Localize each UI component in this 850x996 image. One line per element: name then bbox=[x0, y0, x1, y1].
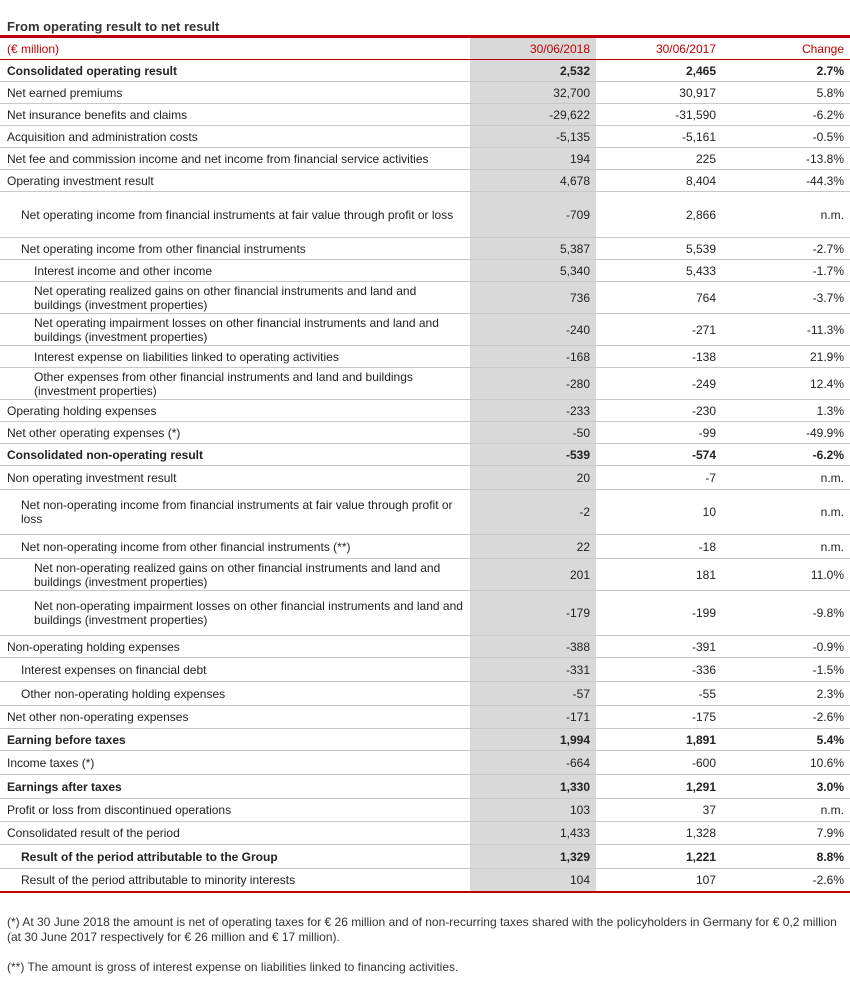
row-label: Other expenses from other financial instruments and land and buildings (investment properties) bbox=[0, 368, 470, 400]
value-2018: 20 bbox=[470, 466, 596, 490]
value-2017: -175 bbox=[596, 706, 722, 729]
table-row bbox=[0, 636, 850, 658]
table-row bbox=[0, 799, 850, 822]
table-row bbox=[0, 400, 850, 422]
value-change: 12.4% bbox=[722, 368, 850, 400]
value-2017: -7 bbox=[596, 466, 722, 490]
table-row bbox=[0, 845, 850, 869]
value-2017: 107 bbox=[596, 869, 722, 893]
value-change: 5.4% bbox=[722, 729, 850, 751]
value-2017: -99 bbox=[596, 422, 722, 444]
row-label: Net other non-operating expenses bbox=[0, 706, 470, 729]
table-row bbox=[0, 192, 850, 238]
value-2017: 8,404 bbox=[596, 170, 722, 192]
footnote-operating-taxes: (*) At 30 June 2018 the amount is net of operating taxes for € 26 million and of non-recurring taxes shared with the policyholders in Germany for € 0,2 million (at 30 June 2017 respectively for € 26 million and € 17 million). bbox=[7, 915, 837, 944]
value-2018: -50 bbox=[470, 422, 596, 444]
table-row bbox=[0, 282, 850, 314]
table-row bbox=[0, 822, 850, 845]
value-2018: 5,340 bbox=[470, 260, 596, 282]
table-row bbox=[0, 126, 850, 148]
table-header-row bbox=[0, 38, 850, 60]
value-2018: -179 bbox=[470, 591, 596, 636]
value-change: n.m. bbox=[722, 535, 850, 559]
value-2018: 201 bbox=[470, 559, 596, 591]
value-2018: 5,387 bbox=[470, 238, 596, 260]
value-2017: 1,891 bbox=[596, 729, 722, 751]
row-label: Net insurance benefits and claims bbox=[0, 104, 470, 126]
value-2018: 1,433 bbox=[470, 822, 596, 845]
row-label: Acquisition and administration costs bbox=[0, 126, 470, 148]
value-2017: 1,221 bbox=[596, 845, 722, 869]
value-2018: 4,678 bbox=[470, 170, 596, 192]
row-label: Non-operating holding expenses bbox=[0, 636, 470, 658]
value-change: 3.0% bbox=[722, 775, 850, 799]
unit-label: (€ million) bbox=[0, 38, 470, 60]
value-2018: -168 bbox=[470, 346, 596, 368]
value-change: 1.3% bbox=[722, 400, 850, 422]
row-label: Earnings after taxes bbox=[0, 775, 470, 799]
value-2017: 764 bbox=[596, 282, 722, 314]
table-row bbox=[0, 751, 850, 775]
table-row bbox=[0, 148, 850, 170]
value-change: 7.9% bbox=[722, 822, 850, 845]
row-label: Net fee and commission income and net income from financial service activities bbox=[0, 148, 470, 170]
value-2018: -171 bbox=[470, 706, 596, 729]
row-label: Net operating impairment losses on other financial instruments and land and buildings (investment properties) bbox=[0, 314, 470, 346]
table-row bbox=[0, 490, 850, 535]
row-label: Consolidated non-operating result bbox=[0, 444, 470, 466]
table-row bbox=[0, 658, 850, 682]
value-2018: 1,329 bbox=[470, 845, 596, 869]
value-change: 2.7% bbox=[722, 60, 850, 82]
row-label: Net non-operating income from financial instruments at fair value through profit or loss bbox=[0, 490, 470, 535]
value-change: -2.7% bbox=[722, 238, 850, 260]
table-row bbox=[0, 238, 850, 260]
table-row bbox=[0, 559, 850, 591]
row-label: Interest income and other income bbox=[0, 260, 470, 282]
value-change: -2.6% bbox=[722, 706, 850, 729]
footnote-interest-expense: (**) The amount is gross of interest expense on liabilities linked to financing activities. bbox=[7, 960, 459, 974]
row-label: Operating investment result bbox=[0, 170, 470, 192]
value-2017: -199 bbox=[596, 591, 722, 636]
results-table bbox=[0, 38, 850, 893]
value-2018: 103 bbox=[470, 799, 596, 822]
value-2018: -5,135 bbox=[470, 126, 596, 148]
value-2017: 1,291 bbox=[596, 775, 722, 799]
value-2018: -2 bbox=[470, 490, 596, 535]
value-2017: 1,328 bbox=[596, 822, 722, 845]
value-change: -44.3% bbox=[722, 170, 850, 192]
table-row bbox=[0, 314, 850, 346]
row-label: Net operating income from other financial instruments bbox=[0, 238, 470, 260]
value-2018: -280 bbox=[470, 368, 596, 400]
table-row bbox=[0, 60, 850, 82]
value-2018: 1,330 bbox=[470, 775, 596, 799]
row-label: Net non-operating realized gains on other financial instruments and land and buildings (investment properties) bbox=[0, 559, 470, 591]
table-row bbox=[0, 346, 850, 368]
value-change: -2.6% bbox=[722, 869, 850, 893]
value-2017: -271 bbox=[596, 314, 722, 346]
value-change: n.m. bbox=[722, 490, 850, 535]
value-change: 11.0% bbox=[722, 559, 850, 591]
value-2017: 5,539 bbox=[596, 238, 722, 260]
value-change: 10.6% bbox=[722, 751, 850, 775]
value-2017: 10 bbox=[596, 490, 722, 535]
value-2018: -539 bbox=[470, 444, 596, 466]
row-label: Earning before taxes bbox=[0, 729, 470, 751]
row-label: Other non-operating holding expenses bbox=[0, 682, 470, 706]
value-2017: -391 bbox=[596, 636, 722, 658]
row-label: Net non-operating impairment losses on other financial instruments and land and buildings (investment properties) bbox=[0, 591, 470, 636]
row-label: Interest expense on liabilities linked to operating activities bbox=[0, 346, 470, 368]
table-row bbox=[0, 82, 850, 104]
table-row bbox=[0, 260, 850, 282]
value-change: -1.5% bbox=[722, 658, 850, 682]
value-2017: -249 bbox=[596, 368, 722, 400]
value-2017: -55 bbox=[596, 682, 722, 706]
table-row bbox=[0, 775, 850, 799]
value-change: -49.9% bbox=[722, 422, 850, 444]
value-change: -9.8% bbox=[722, 591, 850, 636]
row-label: Net non-operating income from other financial instruments (**) bbox=[0, 535, 470, 559]
value-2017: -230 bbox=[596, 400, 722, 422]
value-2018: -29,622 bbox=[470, 104, 596, 126]
table-row bbox=[0, 444, 850, 466]
row-label: Interest expenses on financial debt bbox=[0, 658, 470, 682]
row-label: Non operating investment result bbox=[0, 466, 470, 490]
row-label: Profit or loss from discontinued operations bbox=[0, 799, 470, 822]
value-change: 2.3% bbox=[722, 682, 850, 706]
value-change: -3.7% bbox=[722, 282, 850, 314]
value-2017: 225 bbox=[596, 148, 722, 170]
value-2017: 37 bbox=[596, 799, 722, 822]
value-2018: 22 bbox=[470, 535, 596, 559]
row-label: Result of the period attributable to minority interests bbox=[0, 869, 470, 893]
value-2018: -388 bbox=[470, 636, 596, 658]
value-2018: 32,700 bbox=[470, 82, 596, 104]
row-label: Operating holding expenses bbox=[0, 400, 470, 422]
table-row bbox=[0, 170, 850, 192]
value-2017: 181 bbox=[596, 559, 722, 591]
table-title: From operating result to net result bbox=[7, 19, 220, 34]
value-change: n.m. bbox=[722, 466, 850, 490]
row-label: Consolidated operating result bbox=[0, 60, 470, 82]
value-2018: -709 bbox=[470, 192, 596, 238]
value-change: 5.8% bbox=[722, 82, 850, 104]
value-2017: -336 bbox=[596, 658, 722, 682]
value-change: -0.9% bbox=[722, 636, 850, 658]
row-label: Net operating realized gains on other financial instruments and land and buildings (investment properties) bbox=[0, 282, 470, 314]
value-2017: -574 bbox=[596, 444, 722, 466]
column-header-2017: 30/06/2017 bbox=[596, 38, 722, 60]
value-2017: 2,465 bbox=[596, 60, 722, 82]
table-row bbox=[0, 729, 850, 751]
value-2018: -240 bbox=[470, 314, 596, 346]
value-2018: 736 bbox=[470, 282, 596, 314]
row-label: Net earned premiums bbox=[0, 82, 470, 104]
value-change: -0.5% bbox=[722, 126, 850, 148]
value-2018: 104 bbox=[470, 869, 596, 893]
value-2017: 5,433 bbox=[596, 260, 722, 282]
value-2017: -138 bbox=[596, 346, 722, 368]
value-change: n.m. bbox=[722, 192, 850, 238]
row-label: Result of the period attributable to the Group bbox=[0, 845, 470, 869]
value-2017: -5,161 bbox=[596, 126, 722, 148]
value-change: n.m. bbox=[722, 799, 850, 822]
value-2017: -31,590 bbox=[596, 104, 722, 126]
value-2017: 2,866 bbox=[596, 192, 722, 238]
value-2018: 194 bbox=[470, 148, 596, 170]
column-header-change: Change bbox=[722, 38, 850, 60]
row-label: Net operating income from financial instruments at fair value through profit or loss bbox=[0, 192, 470, 238]
row-label: Income taxes (*) bbox=[0, 751, 470, 775]
value-2017: 30,917 bbox=[596, 82, 722, 104]
value-2018: -233 bbox=[470, 400, 596, 422]
value-2018: -57 bbox=[470, 682, 596, 706]
table-row bbox=[0, 869, 850, 893]
table-row bbox=[0, 591, 850, 636]
value-change: -1.7% bbox=[722, 260, 850, 282]
value-change: -11.3% bbox=[722, 314, 850, 346]
column-header-2018: 30/06/2018 bbox=[470, 38, 596, 60]
value-2017: -18 bbox=[596, 535, 722, 559]
table-row bbox=[0, 706, 850, 729]
table-row bbox=[0, 104, 850, 126]
value-change: -6.2% bbox=[722, 444, 850, 466]
value-change: -6.2% bbox=[722, 104, 850, 126]
value-change: 8.8% bbox=[722, 845, 850, 869]
value-change: 21.9% bbox=[722, 346, 850, 368]
row-label: Net other operating expenses (*) bbox=[0, 422, 470, 444]
value-2018: 2,532 bbox=[470, 60, 596, 82]
table-row bbox=[0, 682, 850, 706]
table-row bbox=[0, 535, 850, 559]
value-2017: -600 bbox=[596, 751, 722, 775]
table-row bbox=[0, 368, 850, 400]
value-change: -13.8% bbox=[722, 148, 850, 170]
value-2018: 1,994 bbox=[470, 729, 596, 751]
table-row bbox=[0, 466, 850, 490]
value-2018: -664 bbox=[470, 751, 596, 775]
value-2018: -331 bbox=[470, 658, 596, 682]
row-label: Consolidated result of the period bbox=[0, 822, 470, 845]
table-row bbox=[0, 422, 850, 444]
